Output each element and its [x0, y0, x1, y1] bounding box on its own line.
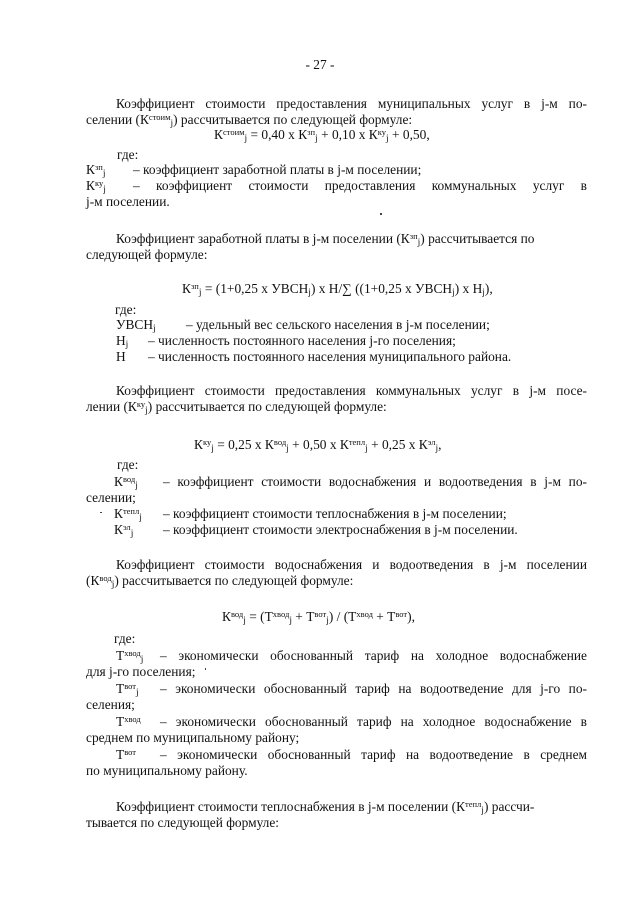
- formula-k-stoim: $К^{стоим}_j = 0,40$ x $К^{зп}_j + 0,10$ x $К^{ку}_j + 0,50$,: [214, 127, 430, 144]
- definition-text: – коэффициент стоимости водоснабжения и водоотведения в j-м по-: [163, 474, 587, 489]
- definition-symbol: $К^{тепл}_j$: [114, 506, 142, 523]
- paragraph-line: Коэффициент стоимости теплоснабжения в j-м поселении $(К^{тепл}_j)$ рассчи-: [116, 799, 535, 816]
- paragraph-line: тывается по следующей формуле:: [86, 815, 280, 830]
- paragraph-line: Коэффициент стоимости предоставления коммунальных услуг в j-м посе-: [116, 383, 587, 398]
- definition-text: – коэффициент стоимости электроснабжения в j-м поселении.: [163, 522, 518, 537]
- definition-text: – экономически обоснованный тариф на водоотведение в среднем: [160, 747, 587, 762]
- formula-k-vod: $К^{вод}_j = (Т^{хвод}_j + Т^{вот}_j) / (Т^{хвод} + Т^{вот})$,: [222, 609, 415, 626]
- paragraph-line: следующей формуле:: [86, 247, 208, 262]
- definition-symbol: Н: [116, 349, 126, 364]
- definition-text: j-м поселении.: [86, 194, 170, 209]
- definition-text: селении;: [86, 490, 136, 505]
- definition-symbol: $Т^{вот}$: [116, 747, 136, 762]
- definition-text: – удельный вес сельского населения в j-м поселении;: [186, 317, 490, 332]
- formula-k-ku: $К^{ку}_j = 0,25$ x $К^{вод}_j + 0,50$ x $К^{тепл}_j + 0,25$ x $К^{эл}_j$,: [194, 437, 442, 454]
- definition-text: – экономически обоснованный тариф на холодное водоснабжение: [160, 648, 587, 663]
- definition-text: – численность постоянного населения муниципального района.: [148, 349, 512, 364]
- where-label: где:: [115, 302, 137, 317]
- definition-symbol: $К^{эл}_j$: [114, 522, 134, 539]
- definition-symbol: $Т^{хвод}$: [116, 714, 141, 729]
- paragraph-line: Коэффициент стоимости водоснабжения и водоотведения в j-м поселении: [116, 557, 587, 572]
- definition-symbol: $Т^{хвод}_j$: [116, 648, 144, 665]
- definition-text: – численность постоянного населения j-го поселения;: [148, 333, 456, 348]
- definition-text: для j-го поселения;: [86, 664, 196, 679]
- paragraph-line: Коэффициент стоимости предоставления муниципальных услуг в j-м по-: [116, 96, 587, 111]
- definition-symbol: $УВСН_j$: [116, 317, 156, 334]
- definition-symbol: $К^{зп}_j$: [86, 162, 106, 179]
- definition-text: по муниципальному району.: [86, 763, 248, 778]
- scan-mark: [380, 213, 382, 215]
- scan-mark: [100, 512, 102, 513]
- definition-text: селения;: [86, 697, 135, 712]
- definition-symbol: $К^{ку}_j$: [86, 178, 106, 195]
- page-number: - 27 -: [305, 57, 335, 72]
- definition-text: – экономически обоснованный тариф на холодное водоснабжение в: [160, 714, 587, 729]
- definition-text: – коэффициент заработной платы в j-м поселении;: [133, 162, 422, 177]
- paragraph-line: селении $(К^{стоим}_j)$ рассчитывается по следующей формуле:: [86, 112, 413, 129]
- definition-text: – экономически обоснованный тариф на водоотведение для j-го по-: [160, 681, 587, 696]
- where-label: где:: [117, 147, 139, 162]
- where-label: где:: [117, 457, 139, 472]
- definition-text: – коэффициент стоимости предоставления коммунальных услуг в: [133, 178, 587, 193]
- definition-symbol: $Н_j$: [116, 333, 129, 350]
- definition-text: – коэффициент стоимости теплоснабжения в j-м поселении;: [163, 506, 507, 521]
- definition-symbol: $Т^{вот}_j$: [116, 681, 139, 698]
- formula-k-zp: $К^{зп}_j = (1+0,25$ x $УВСН_j$) x Н/∑ ((1+0,25 x $УВСН_j$) x $Н_j$),: [182, 281, 493, 298]
- definition-symbol: $К^{вод}_j$: [114, 474, 138, 491]
- scan-mark: [205, 668, 206, 670]
- paragraph-line: Коэффициент заработной платы в j-м поселении $(К^{зп}_j)$ рассчитывается по: [116, 231, 535, 248]
- paragraph-line: $(К^{вод}_j)$ рассчитывается по следующей формуле:: [86, 573, 354, 590]
- definition-text: среднем по муниципальному району;: [86, 730, 300, 745]
- where-label: где:: [114, 631, 136, 646]
- paragraph-line: лении $(К^{ку}_j)$ рассчитывается по следующей формуле:: [86, 399, 387, 416]
